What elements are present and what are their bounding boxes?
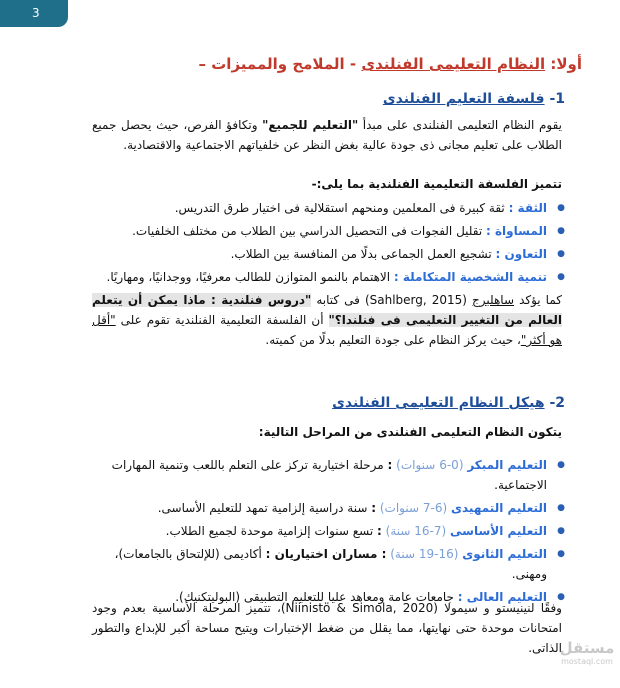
bullet-text: الاهتمام بالنمو المتوازن للطالب معرفيًا، ووجدانيًا، ومهاريًا. <box>106 270 394 284</box>
mostaql-watermark-logo <box>558 640 616 667</box>
stage-ages: (0-6 سنوات) <box>392 458 468 472</box>
stage-ages: (16-19 سنة) <box>386 547 463 561</box>
bullet-text: ثقة كبيرة فى المعلمين ومنحهم استقلالية فى اختيار طرق التدريس. <box>174 201 509 215</box>
quote-ref: (Sahlberg, 2015) <box>359 293 473 307</box>
section2-heading <box>332 395 565 411</box>
bullet-term: المساواة : <box>485 224 547 238</box>
intro-text-b: وتكافؤ الفرص، حيث يحصل جميع الطلاب على تعليم مجانى ذى جودة عالية بغض النظر عن خلفياتهم الاجتماعية والاقتصادية. <box>92 118 562 152</box>
bullet-term: تنمية الشخصية المتكاملة : <box>393 270 547 284</box>
list-item <box>85 498 565 518</box>
stage-text: سنة دراسية إلزامية تمهد للتعليم الأساسى. <box>157 501 372 515</box>
quote-text-d: ، حيث يركز النظام على جودة التعليم بدلًا من كميته. <box>265 333 521 347</box>
stage-ages: (6-7 سنوات) <box>376 501 451 515</box>
stage-text: مرحلة اختيارية تركز على التعلم باللعب وتنمية المهارات الاجتماعية. <box>111 458 547 492</box>
page-number-tab <box>0 0 68 27</box>
intro-quote: "التعليم للجميع" <box>262 118 359 132</box>
stage-term: التعليم الثانوى <box>462 547 547 561</box>
bullet-term: التعاون : <box>495 247 547 261</box>
stage-colon: : <box>371 501 377 515</box>
list-item <box>85 198 565 218</box>
stage-colon: : <box>377 524 382 538</box>
list-item <box>85 521 565 541</box>
page-number: 3 <box>32 6 40 20</box>
book-title: "دروس فنلندية : ماذا يمكن أن يتعلم العالم من التغيير التعليمى فى فنلندا؟" <box>92 293 562 327</box>
list-item <box>85 455 565 495</box>
stage-term: التعليم المبكر <box>467 458 547 472</box>
stage-text: جامعات عامة ومعاهد عليا للتعليم التطبيقى (البوليتكنيك). <box>175 590 458 604</box>
list-item <box>85 221 565 241</box>
philosophy-list <box>85 198 565 290</box>
stage-term: التعليم الأساسى <box>450 524 547 538</box>
quote-text-c: أن الفلسفة التعليمية الفنلندية تقوم على <box>115 313 329 327</box>
bullet-term: الثقة : <box>508 201 547 215</box>
closing-paragraph: وفقًا لنينيستو و سيمولا (Niinistö & Simola, 2020)، تتميز المرحلة الأساسية بعدم وجود امتحانات موحدة حتى نهايتها، مما يقلل من ضغط الإختبارات ويتيح مساحة أكبر للإبداع والتطور الذاتى. <box>92 601 562 655</box>
list-item <box>85 244 565 264</box>
quote-text-a: كما يؤكد <box>514 293 562 307</box>
section1-subheading: تتميز الفلسفة التعليمية الفنلندية بما يلى:- <box>311 177 562 191</box>
section2-subheading: يتكون النظام التعليمى الفنلندى من المراحل التالية: <box>258 425 562 439</box>
main-heading-lead: أولا: <box>550 55 582 73</box>
list-item <box>85 267 565 287</box>
section1-heading <box>383 91 565 107</box>
stage-colon: : <box>381 547 387 561</box>
main-heading <box>199 55 582 73</box>
quote-author: ساهلبرج <box>472 293 515 307</box>
stage-text: أكاديمى (للإلتحاق بالجامعات)، ومهنى. <box>114 547 547 581</box>
section1-title: فلسفة التعليم الفنلندى <box>382 91 545 107</box>
watermark-arabic: مستقل <box>559 639 615 657</box>
section1-number: 1- <box>549 91 565 107</box>
stage-colon: : <box>387 458 393 472</box>
section2-number: 2- <box>549 395 565 411</box>
intro-text-a: يقوم النظام التعليمى الفنلندى على مبدأ <box>358 118 562 132</box>
bullet-text: تشجيع العمل الجماعى بدلًا من المنافسة بين الطلاب. <box>230 247 496 261</box>
sahlberg-paragraph <box>92 290 562 350</box>
main-heading-highlight: النظام التعليمى الفنلندى <box>361 55 546 73</box>
stage-ages: (7-16 سنة) <box>381 524 451 538</box>
bullet-text: تقليل الفجوات فى التحصيل الدراسي بين الطلاب من مختلف الخلفيات. <box>132 224 486 238</box>
section2-title: هيكل النظام التعليمى الفنلندى <box>332 395 545 411</box>
list-item <box>85 544 565 584</box>
main-heading-tail: - الملامح والمميزات – <box>198 55 357 73</box>
section1-intro <box>92 115 562 155</box>
stage-text-bold: مساران اختياريان : <box>265 547 382 561</box>
watermark-latin: mostaql.com <box>561 657 613 666</box>
quote-text-b: فى كتابه <box>311 293 360 307</box>
stage-term: التعليم العالى : <box>457 590 547 604</box>
stage-term: التعليم التمهيدى <box>451 501 547 515</box>
stages-list <box>85 455 565 610</box>
less-is-more: "أقل هو أكثر" <box>92 313 562 347</box>
stage-text: تسع سنوات إلزامية موحدة لجميع الطلاب. <box>165 524 378 538</box>
